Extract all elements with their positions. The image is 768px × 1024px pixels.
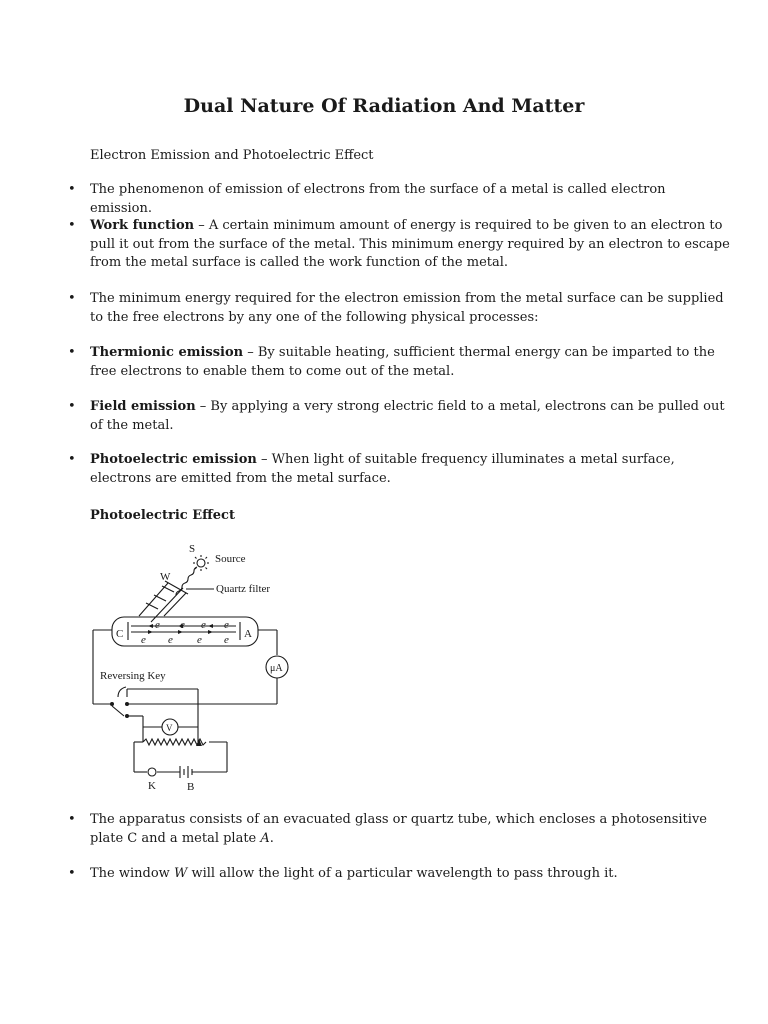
bullet-text: – By applying a very strong electric field to a metal, electrons can be pulled out of the metal. bbox=[90, 399, 725, 433]
label-c: C bbox=[116, 628, 124, 640]
bullet-glyph: • bbox=[68, 345, 76, 360]
source-icon bbox=[197, 559, 205, 567]
photoelectric-heading: Photoelectric Effect bbox=[90, 508, 235, 523]
bullet-glyph: • bbox=[68, 291, 76, 306]
label-source: Source bbox=[215, 553, 246, 565]
electron-label: e bbox=[168, 634, 173, 646]
bullet-term: Work function bbox=[90, 218, 195, 233]
reversing-key-switch[interactable] bbox=[112, 706, 124, 716]
bullet-term: Field emission bbox=[90, 399, 196, 414]
label-reversing-key: Reversing Key bbox=[100, 670, 166, 682]
label-s: S bbox=[189, 543, 196, 555]
light-ray bbox=[176, 567, 197, 595]
bullet-glyph: • bbox=[68, 218, 76, 233]
list-item bbox=[68, 181, 730, 218]
electron-label: e bbox=[224, 634, 229, 646]
bullet-text: The window bbox=[90, 866, 174, 881]
electron-label: e bbox=[201, 619, 206, 631]
electron-label: e bbox=[155, 619, 160, 631]
bullet-glyph: • bbox=[68, 182, 76, 197]
list-item bbox=[68, 290, 730, 327]
list-item bbox=[68, 811, 730, 848]
bullet-text: – By suitable heating, sufficient thermal energy can be imparted to the free electrons to enable them to come out of the metal. bbox=[90, 345, 715, 379]
list-item bbox=[68, 217, 730, 273]
bullet-text: The minimum energy required for the electron emission from the metal surface can be supplied to the free electrons by any one of the following physical processes: bbox=[90, 291, 724, 325]
bullet-glyph: • bbox=[68, 866, 76, 881]
list-item bbox=[68, 451, 730, 488]
italic-symbol: A bbox=[260, 830, 270, 846]
electron-label: e bbox=[141, 634, 146, 646]
label-a: A bbox=[244, 628, 252, 640]
label-b: B bbox=[187, 781, 195, 793]
list-item bbox=[68, 398, 730, 435]
bullet-text: The apparatus consists of an evacuated glass or quartz tube, which encloses a photosensitive plate C and a metal plate bbox=[90, 812, 707, 846]
bullet-text-end: . bbox=[269, 830, 274, 846]
bullet-term: Photoelectric emission bbox=[90, 452, 257, 467]
bullet-glyph: • bbox=[68, 399, 76, 414]
list-item bbox=[68, 865, 730, 884]
label-quartz-filter: Quartz filter bbox=[216, 583, 271, 595]
bullet-text-end: will allow the light of a particular wavelength to pass through it. bbox=[187, 866, 618, 881]
bullet-glyph: • bbox=[68, 812, 76, 827]
electron-label: e bbox=[180, 619, 185, 631]
photoelectric-apparatus-diagram bbox=[88, 538, 308, 798]
bullet-text: The phenomenon of emission of electrons from the surface of a metal is called electron emission. bbox=[90, 182, 666, 216]
italic-symbol: W bbox=[173, 866, 188, 881]
electron-label: e bbox=[224, 619, 229, 631]
electron-label: e bbox=[197, 634, 202, 646]
bullet-text: – A certain minimum amount of energy is required to be given to an electron to pull it out from the surface of the metal. This minimum energy required by an electron to escape from the metal surface is called the work function of the metal. bbox=[90, 218, 730, 270]
bullet-glyph: • bbox=[68, 452, 76, 467]
section-heading: Electron Emission and Photoelectric Effect bbox=[90, 148, 374, 163]
rheostat bbox=[143, 739, 206, 745]
page-title: Dual Nature Of Radiation And Matter bbox=[183, 95, 585, 117]
bullet-term: Thermionic emission bbox=[90, 345, 244, 360]
label-w: W bbox=[160, 571, 171, 583]
list-item bbox=[68, 344, 730, 381]
label-k: K bbox=[148, 780, 156, 792]
key-k[interactable] bbox=[148, 768, 156, 776]
bullet-text: – When light of suitable frequency illuminates a metal surface, electrons are emitted from the metal surface. bbox=[90, 452, 675, 486]
label-v: V bbox=[166, 723, 173, 733]
label-microampere: μA bbox=[270, 663, 283, 674]
